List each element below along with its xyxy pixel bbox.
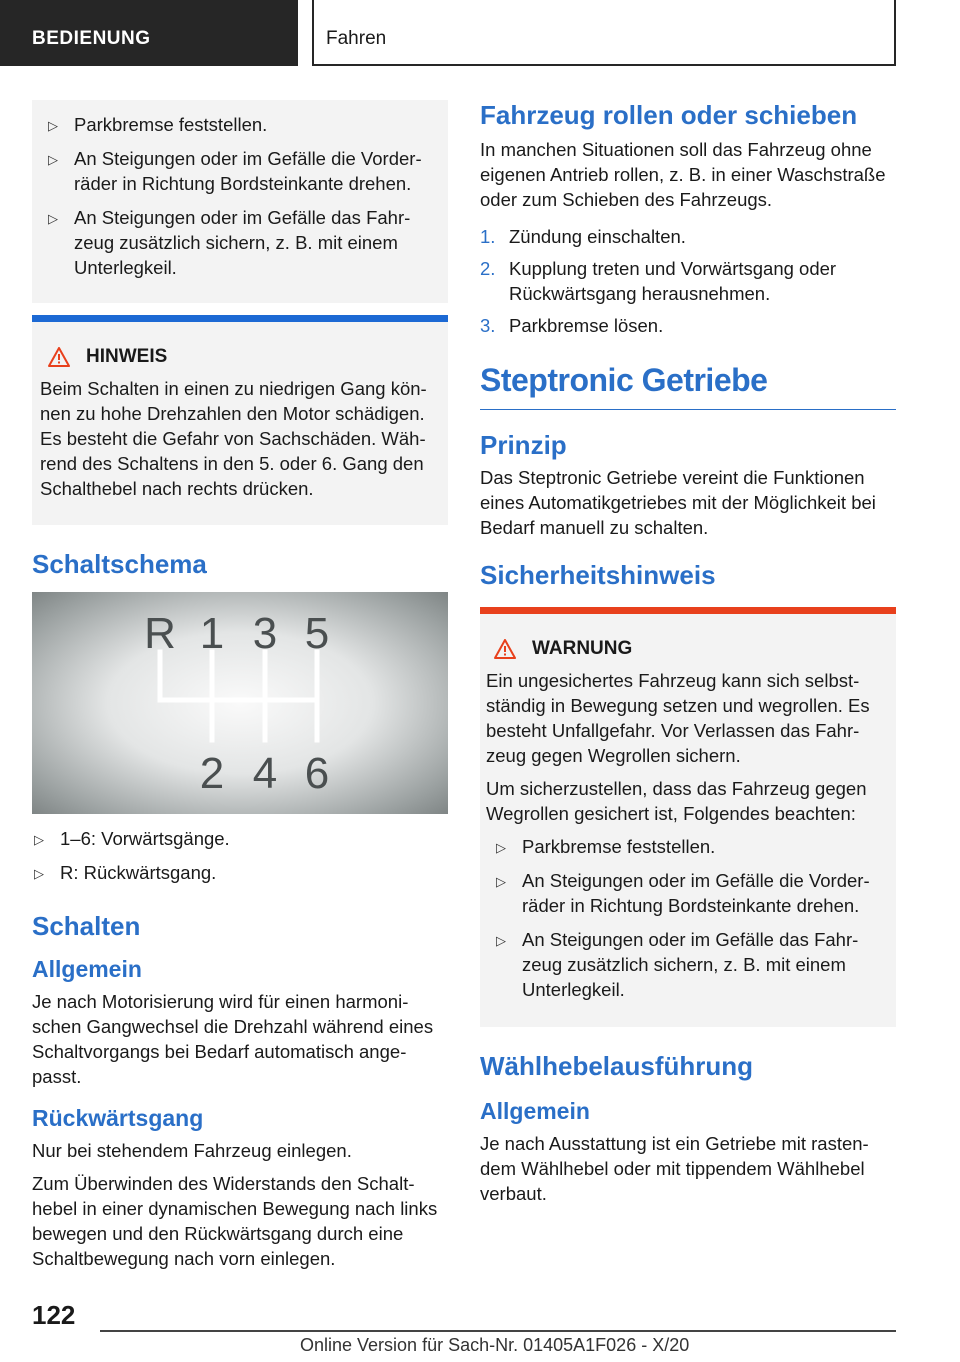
- parking-bullets-box: [32, 100, 448, 303]
- list-item: ▷ R: Rückwärtsgang.: [32, 860, 448, 885]
- list-item: ▷ 1–6: Vorwärtsgänge.: [32, 826, 448, 851]
- hinweis-title: HINWEIS: [48, 346, 434, 368]
- shift-pattern-diagram: [32, 592, 448, 814]
- steptronic-heading: Steptronic Getriebe: [480, 362, 896, 410]
- gear-label-5: 5: [304, 609, 330, 658]
- shift-pattern-image: [32, 592, 448, 814]
- rueckwaertsgang-text-1: Nur bei stehendem Fahrzeug einlegen.: [32, 1140, 352, 1161]
- left-column: [32, 100, 448, 1279]
- warnung-notice: [480, 607, 896, 1027]
- hinweis-text: Beim Schalten in einen zu niedrigen Gang können zu hohe Drehzahlen den Motor schädigen. Es besteht die Gefahr von Sachschäden. Während des Schaltens in den 5. oder 6. Gang den Schalthebel nach rechts drücken.: [40, 378, 427, 499]
- schaltschema-heading: Schaltschema: [32, 549, 207, 579]
- hinweis-color-bar: [32, 315, 448, 322]
- triangle-bullet-icon: ▷: [48, 118, 58, 133]
- waehlhebel-heading: Wählhebelausführung: [480, 1051, 753, 1081]
- gear-label-6: 6: [304, 749, 330, 798]
- allgemein-heading: Allgemein: [32, 956, 142, 982]
- rollen-intro: In manchen Situationen soll das Fahrzeug ohne eigenen Antrieb rollen, z. B. in einer Waschstraße oder zum Schieben des Fahrzeugs.: [480, 139, 886, 210]
- list-item: 1. Zündung einschalten.: [480, 226, 686, 247]
- gear-label-3: 3: [252, 609, 278, 658]
- page-number: 122: [32, 1300, 76, 1330]
- header-chapter-title: Fahren: [326, 28, 387, 49]
- warnung-title: WARNUNG: [494, 638, 882, 660]
- gear-label-2: 2: [199, 749, 225, 798]
- rollen-steps: [480, 224, 896, 338]
- warnung-text-1: Ein ungesichertes Fahrzeug kann sich selbstständig in Bewegung setzen und wegrollen. Es besteht Unfallgefahr. Vor Verlassen das Fahrzeug gegen Wegrollen sichern.: [486, 670, 870, 766]
- header-chapter-tab: [312, 0, 896, 66]
- schalten-heading: Schalten: [32, 911, 141, 941]
- list-item: ▷ An Steigungen oder im Gefälle die Vorderräder in Richtung Bordsteinkante drehen.: [48, 148, 422, 194]
- list-item: ▷ Parkbremse feststellen.: [494, 834, 882, 859]
- triangle-bullet-icon: ▷: [496, 840, 506, 855]
- triangle-bullet-icon: ▷: [496, 874, 506, 889]
- triangle-bullet-icon: ▷: [34, 832, 44, 847]
- list-item: 3. Parkbremse lösen.: [480, 315, 664, 336]
- parking-bullet-list: [46, 112, 436, 280]
- header-section-tab: [0, 0, 298, 66]
- waehlhebel-allgemein-heading: Allgemein: [480, 1098, 590, 1124]
- gear-label-r: R: [144, 609, 176, 658]
- warnung-bullet-list: [494, 834, 882, 1002]
- list-item: ▷ Parkbremse feststellen.: [46, 112, 436, 137]
- warnung-text-2: Um sicherzustellen, dass das Fahrzeug gegen Wegrollen gesichert ist, Folgendes beachten:: [486, 778, 867, 824]
- triangle-bullet-icon: ▷: [48, 211, 58, 226]
- rollen-heading: Fahrzeug rollen oder schieben: [480, 100, 858, 130]
- prinzip-heading: Prinzip: [480, 430, 567, 460]
- rueckwaertsgang-heading: Rückwärtsgang: [32, 1105, 204, 1131]
- gear-label-1: 1: [199, 609, 225, 658]
- footer-online-version: Online Version für Sach-Nr. 01405A1F026 - X/20: [300, 1335, 690, 1355]
- right-column: [480, 100, 896, 1214]
- list-item: ▷ An Steigungen oder im Gefälle das Fahrzeug zusätzlich sichern, z. B. mit einem Unterlegkeil.: [496, 929, 859, 1000]
- triangle-bullet-icon: ▷: [48, 152, 58, 167]
- waehlhebel-allgemein-text: Je nach Ausstattung ist ein Getriebe mit rastendem Wählhebel oder mit tippendem Wählhebel verbaut.: [480, 1133, 869, 1204]
- triangle-bullet-icon: ▷: [496, 933, 506, 948]
- sicherheitshinweis-heading: Sicherheitshinweis: [480, 560, 716, 590]
- header-section-title: BEDIENUNG: [32, 28, 151, 49]
- warning-triangle-icon: [48, 347, 70, 367]
- rueckwaertsgang-text-2: Zum Überwinden des Widerstands den Schalthebel in einer dynamischen Bewegung nach links bewegen und den Rückwärtsgang durch eine Schaltbewegung nach vorn einlegen.: [32, 1173, 438, 1269]
- hinweis-notice: [32, 315, 448, 525]
- gear-bullet-list: [32, 826, 448, 885]
- list-item: ▷ An Steigungen oder im Gefälle das Fahrzeug zusätzlich sichern, z. B. mit einem Unterlegkeil.: [48, 207, 411, 278]
- list-item: 2. Kupplung treten und Vorwärtsgang oder Rückwärtsgang herausnehmen.: [480, 258, 837, 304]
- triangle-bullet-icon: ▷: [34, 866, 44, 881]
- list-item: ▷ An Steigungen oder im Gefälle die Vorderräder in Richtung Bordsteinkante drehen.: [496, 870, 870, 916]
- allgemein-text: Je nach Motorisierung wird für einen harmonischen Gangwechsel die Drehzahl während eines Schaltvorgangs bei Bedarf automatisch angepasst.: [32, 991, 434, 1087]
- prinzip-text: Das Steptronic Getriebe vereint die Funktionen eines Automatikgetriebes mit der Möglichkeit bei Bedarf manuell zu schalten.: [480, 467, 876, 538]
- footer-divider: [100, 1330, 896, 1332]
- warning-triangle-icon: [494, 639, 516, 659]
- warnung-color-bar: [480, 607, 896, 614]
- gear-label-4: 4: [252, 749, 278, 798]
